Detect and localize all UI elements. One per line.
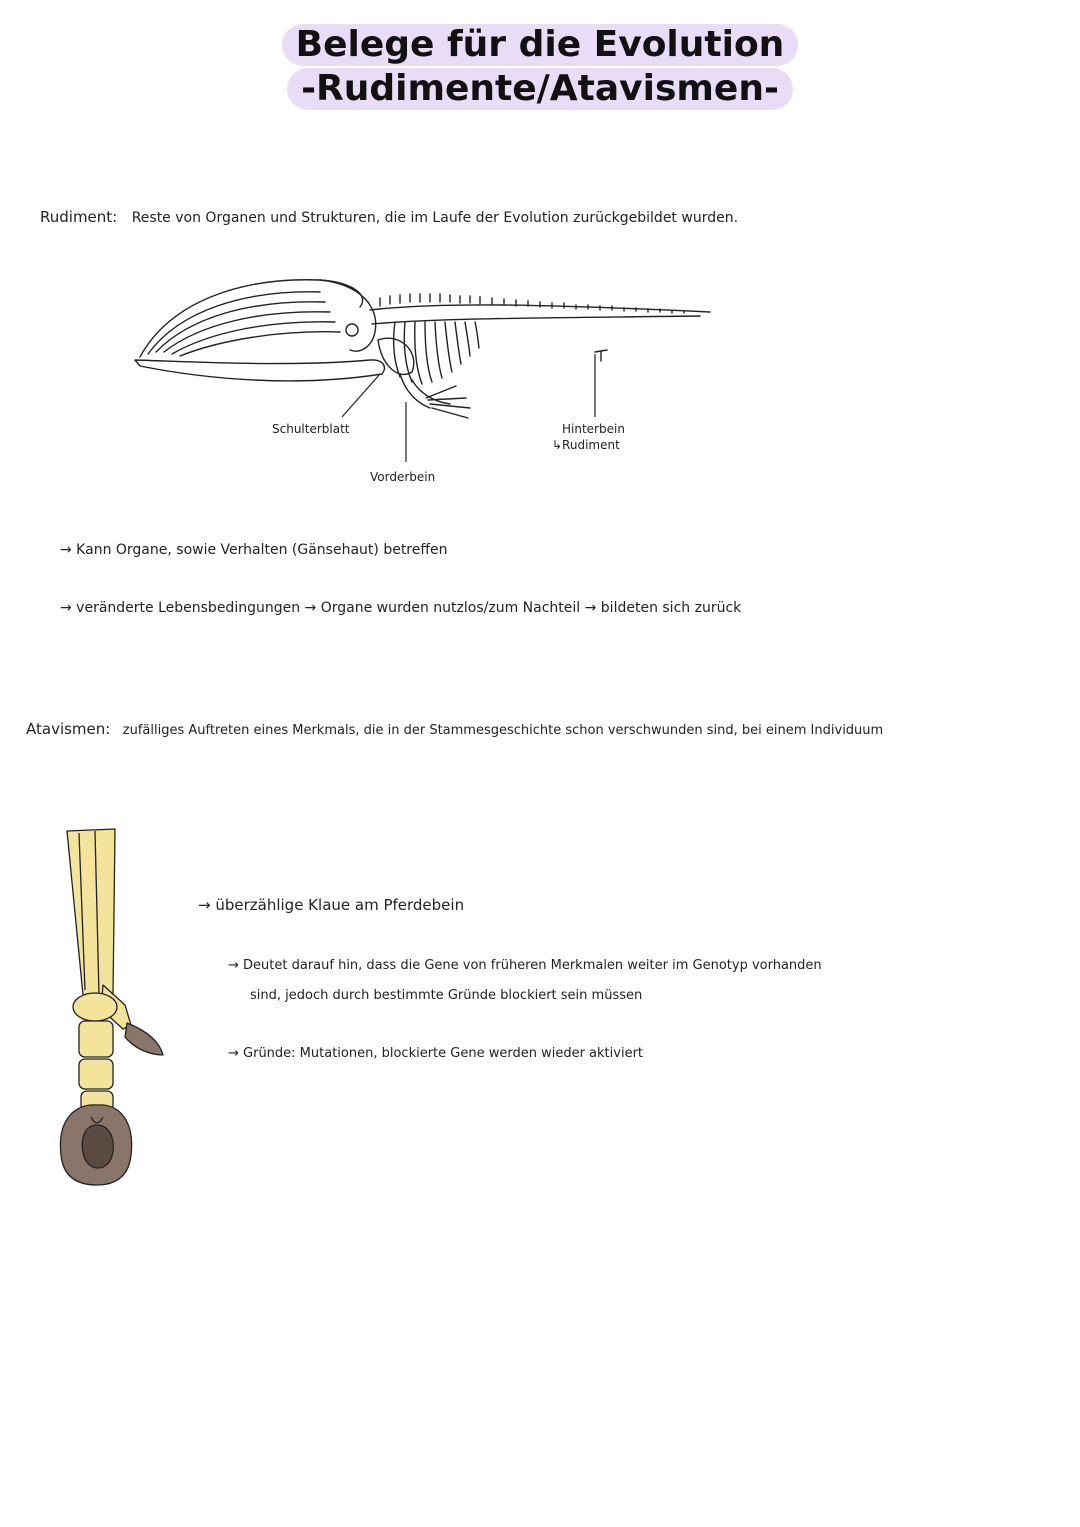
rudiment-term: Rudiment: bbox=[40, 208, 118, 226]
atavismen-sub-point-2: sind, jedoch durch bestimmte Gründe blockiert sein müssen bbox=[250, 988, 643, 1003]
rudiment-definition: Reste von Organen und Strukturen, die im Laufe der Evolution zurückgebildet wurden. bbox=[131, 210, 739, 226]
rudiment-bullet-2: → veränderte Lebensbedingungen → Organe wurden nutzlos/zum Nachteil → bildeten sich zurück bbox=[60, 600, 742, 616]
atavismen-definition: zufälliges Auftreten eines Merkmals, die in der Stammesgeschichte schon verschwunden sind, bei einem Individuum bbox=[122, 723, 884, 738]
atavismen-sub-point-1: → Deutet darauf hin, dass die Gene von früheren Merkmalen weiter im Genotyp vorhanden bbox=[228, 958, 822, 973]
atavismen-main-point: → überzählige Klaue am Pferdebein bbox=[198, 896, 465, 914]
foreleg-label: Vorderbein bbox=[370, 470, 436, 484]
shoulder-blade-label: Schulterblatt bbox=[272, 422, 350, 436]
page-title bbox=[0, 24, 1080, 110]
rudiment-bullet-1: → Kann Organe, sowie Verhalten (Gänsehaut) betreffen bbox=[60, 542, 448, 558]
hindleg-rudiment-note: ↳Rudiment bbox=[552, 438, 620, 452]
title-line-2: -Rudimente/Atavismen- bbox=[287, 68, 793, 110]
whale-skeleton-illustration bbox=[120, 262, 740, 442]
atavismen-sub-point-3: → Gründe: Mutationen, blockierte Gene werden wieder aktiviert bbox=[228, 1046, 644, 1061]
hindleg-label: Hinterbein bbox=[562, 422, 625, 436]
title-line-1: Belege für die Evolution bbox=[282, 24, 799, 66]
rudiment-definition-row bbox=[40, 208, 738, 226]
atavismen-term: Atavismen: bbox=[26, 720, 111, 738]
atavismen-definition-row bbox=[26, 720, 883, 738]
horse-leg-illustration bbox=[55, 825, 175, 1205]
